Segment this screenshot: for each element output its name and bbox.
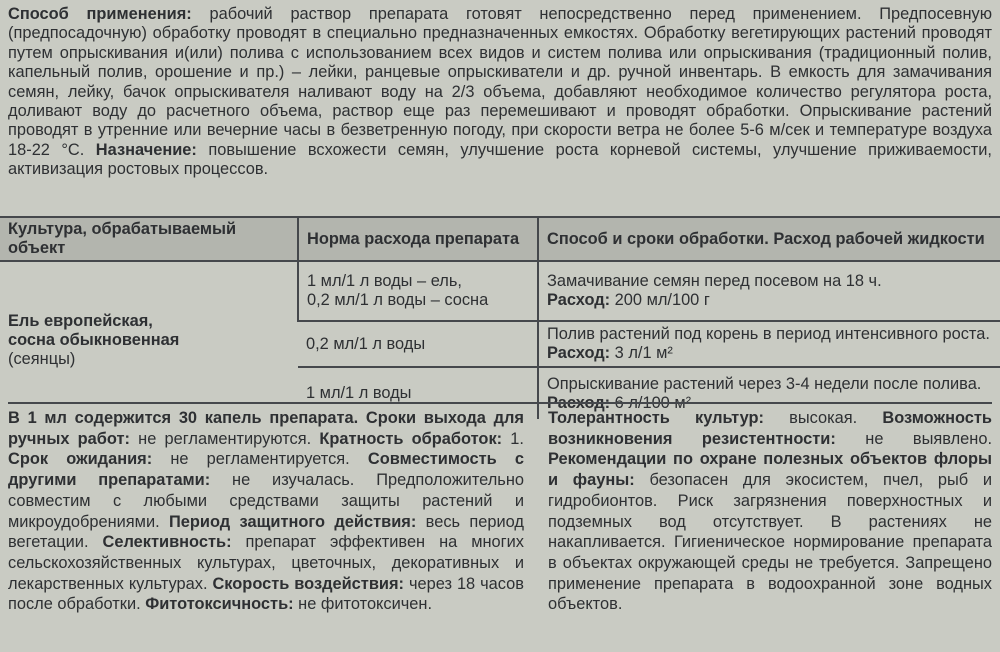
crop-cell: [0, 261, 298, 419]
left-column: [8, 404, 538, 652]
norm-cell: [298, 321, 538, 367]
method-cell: [538, 261, 1000, 321]
norm-line: 0,2 мл/1 л воды – сосна: [307, 291, 489, 309]
norm-line: 0,2 мл/1 л воды: [306, 334, 426, 353]
method-text: Полив растений под корень в период интенсивного роста.: [547, 325, 990, 343]
waiting-text: не регламентируется.: [152, 450, 350, 469]
method-cell: [538, 321, 1000, 367]
recommendations-text: безопасен для экосистем, пчел, рыб и гидробионтов. Риск загрязнения поверхностных и подземных вод отсутствует. В растениях не накапливается. Гигиеническое нормирование препарата в объектах окружающей среды не требуется. Запрещено применение препарата в водоохранной зоне водных объектов.: [548, 471, 992, 614]
phytotoxicity-text: не фитотоксичен.: [293, 595, 433, 614]
protection-period-label: Период защитного действия:: [159, 512, 417, 531]
rate-label: Расход:: [547, 393, 611, 412]
waiting-label: Срок ожидания:: [8, 450, 153, 469]
rate-value: 3 л/1 м²: [610, 344, 673, 362]
usage-table: [0, 216, 1000, 419]
selectivity-text: препарат эффективен на многих сельскохозяйственных культурах, цветочных, декоративных и лекарственных культурах.: [8, 533, 524, 593]
crop-note: (сеянцы): [8, 350, 76, 368]
recommendations-label: Рекомендации по охране полезных объектов флоры и фауны:: [548, 450, 992, 490]
purpose-label: Назначение:: [84, 140, 197, 159]
protection-period-text: весь период вегетации.: [8, 512, 524, 552]
speed-text: через 18 часов после обработки.: [8, 574, 524, 614]
rate-label: Расход:: [547, 291, 611, 309]
crop-name: Ель европейская, сосна обыкновенная: [8, 312, 180, 349]
compatibility-text: не изучалась. Предположительно совместим с любыми средствами защиты растений и микроудобрениями.: [8, 471, 524, 531]
header-crop: Культура, обрабатываемый объект: [0, 217, 298, 261]
rate-value: 200 мл/100 г: [610, 291, 710, 309]
resistance-text: не выявлено.: [835, 429, 993, 448]
rate-value: 6 л/100 м²: [610, 393, 692, 412]
reentry-text: не регламентируются.: [129, 429, 312, 448]
purpose-text: повышение всхожести семян, улучшение роста корневой системы, улучшение приживаемости, активизация ростовых процессов.: [8, 140, 992, 179]
table-row: [0, 261, 1000, 321]
compatibility-label: Совместимость с другими препаратами:: [8, 450, 524, 490]
frequency-label: Кратность обработок:: [311, 429, 503, 448]
rate-label: Расход:: [547, 344, 611, 362]
norm-cell: [298, 261, 538, 321]
application-text: рабочий раствор препарата готовят непосредственно перед применением. Предпосевную (предпосадочную) обработку проводят в специально предназначенных емкостях. Обработку вегетирующих растений проводят путем опрыскивания и(или) полива с использованием всех видов и систем полива или опрыскивания (традиционный полив, капельный полив, орошение и пр.) – лейки, ранцевые опрыскиватели и др. ручной инвентарь. В емкость для замачивания семян, лейку, бачок опрыскивателя наливают воду на 2/3 объема, добавляют необходимое количество регулятора роста, доливают воду до расчетного объема, раствор еще раз перемешивают и проводят обработки. Опрыскивание растений проводят в утренние или вечерние часы в безветренную погоду, при скорости ветра не более 5-6 м/сек и температуре воздуха 18-22 °С.: [8, 5, 992, 159]
header-norm: Норма расхода препарата: [298, 217, 538, 261]
application-label: Способ применения:: [8, 5, 192, 23]
application-paragraph: [8, 5, 992, 180]
table-header-row: [0, 217, 1000, 261]
method-text: Замачивание семян перед посевом на 18 ч.: [547, 272, 882, 290]
selectivity-label: Селективность:: [88, 533, 232, 552]
method-text: Опрыскивание растений через 3-4 недели после полива.: [547, 374, 982, 393]
bottom-columns: [8, 402, 992, 652]
speed-label: Скорость воздействия:: [207, 574, 404, 593]
norm-line: 1 мл/1 л воды: [306, 384, 412, 402]
tolerance-label: Толерантность культур:: [548, 409, 764, 427]
tolerance-text: высокая.: [763, 409, 858, 427]
norm-line: 1 мл/1 л воды – ель,: [307, 272, 462, 290]
resistance-label: Возможность возникновения резистентности:: [548, 409, 992, 448]
phytotoxicity-label: Фитотоксичность:: [140, 595, 294, 614]
frequency-text: 1.: [502, 429, 524, 448]
header-method: Способ и сроки обработки. Расход рабочей жидкости: [538, 217, 1000, 261]
drops-and-reentry-label: В 1 мл содержится 30 капель препарата. Сроки выхода для ручных работ:: [8, 409, 524, 448]
right-column: [538, 404, 992, 652]
